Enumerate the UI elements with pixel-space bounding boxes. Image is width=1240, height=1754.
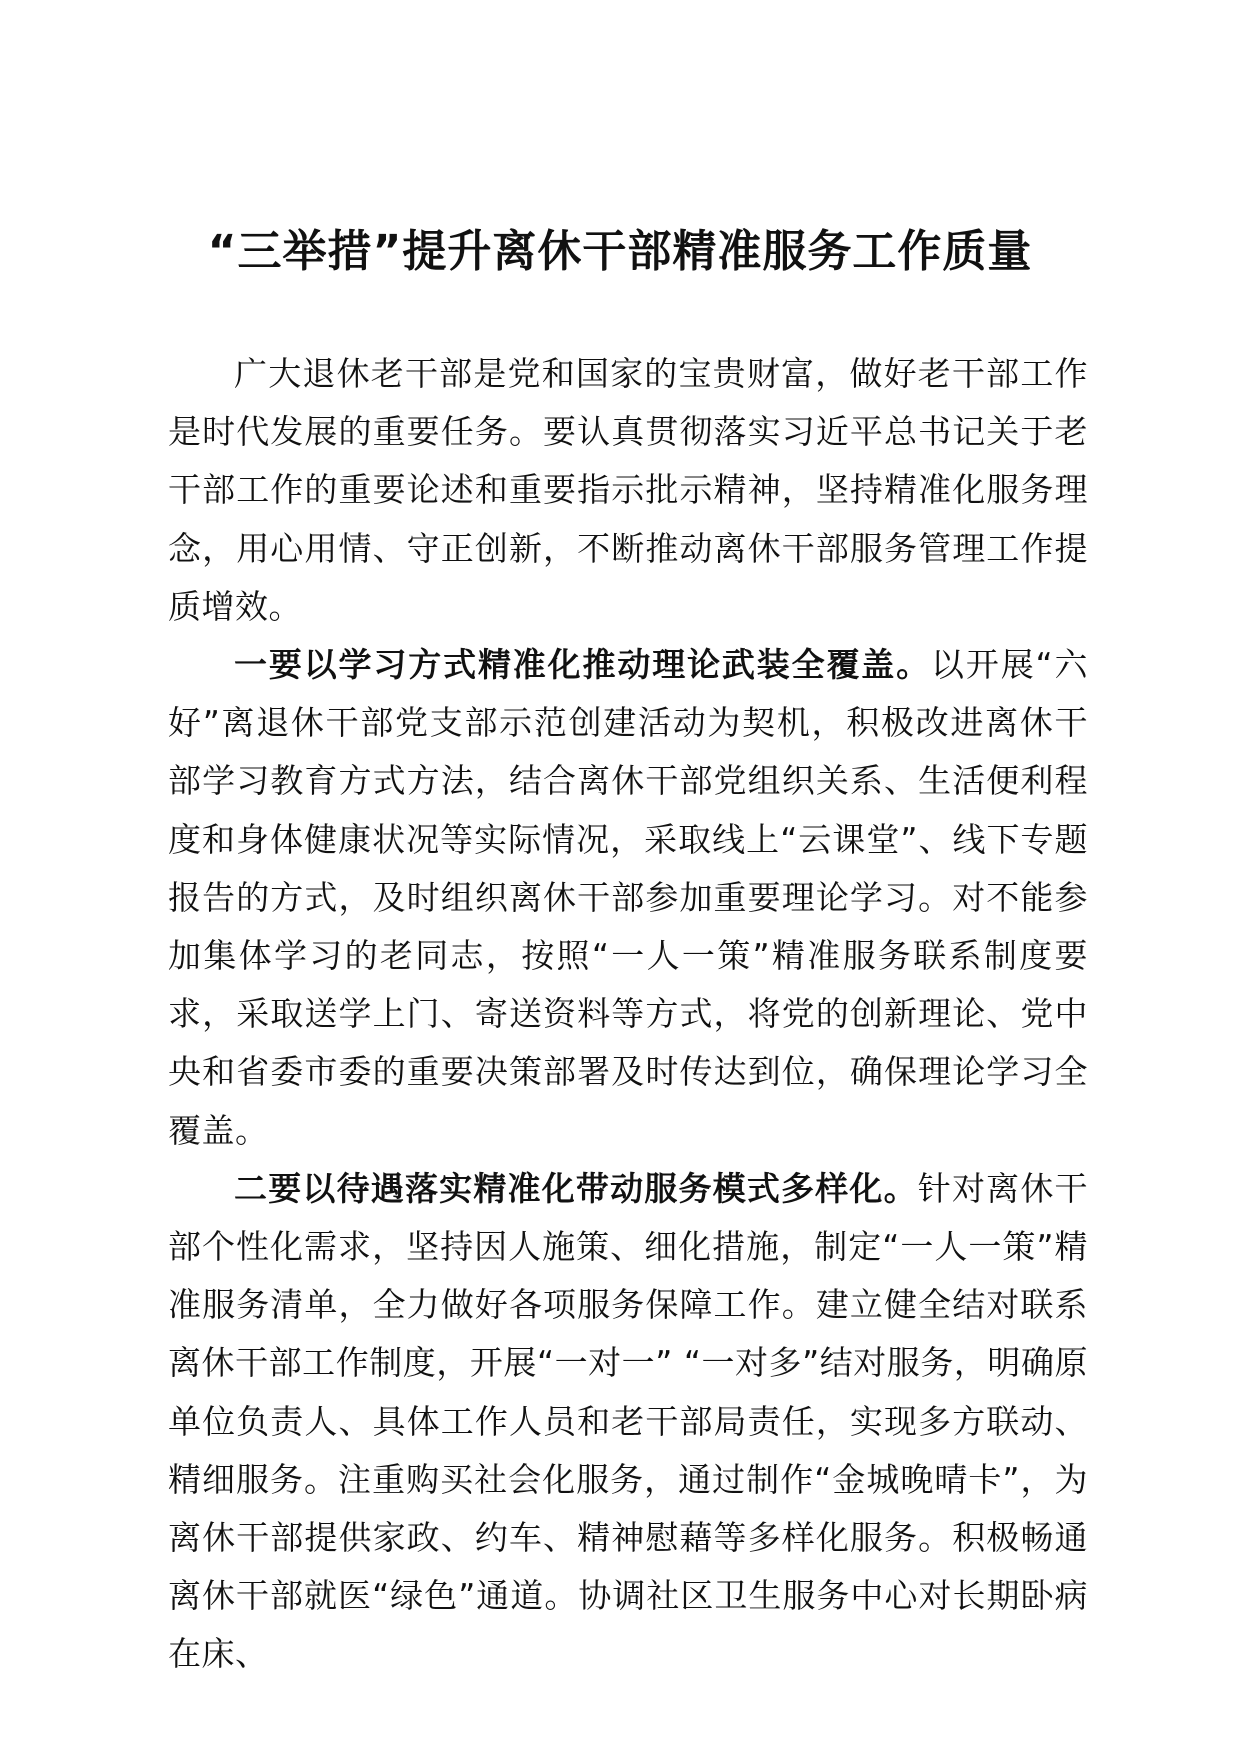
- document-title: “三举措”提升离休干部精准服务工作质量: [207, 226, 1033, 277]
- paragraph-text: 广大退休老干部是党和国家的宝贵财富，做好老干部工作是时代发展的重要任务。要认真贯彻落实习近平总书记关于老干部工作的重要论述和重要指示批示精神，坚持精准化服务理念，用心用情、守正创新，不断推动离休干部服务管理工作提质增效。: [168, 354, 1088, 626]
- document-body: [168, 345, 1088, 1684]
- paragraph-lead: 二要以待遇落实精准化带动服务模式多样化。: [234, 1168, 918, 1208]
- paragraph-text: 针对离休干部个性化需求，坚持因人施策、细化措施，制定“一人一策”精准服务清单，全力做好各项服务保障工作。建立健全结对联系离休干部工作制度，开展“一对一” “一对多”结对服务，明确原单位负责人、具体工作人员和老干部局责任，实现多方联动、精细服务。注重购买社会化服务，通过制作“金城晚晴卡”，为离休干部提供家政、约车、精神慰藉等多样化服务。积极畅通离休干部就医“绿色”通道。协调社区卫生服务中心对长期卧病在床、: [168, 1168, 1088, 1674]
- paragraph-lead: 一要以学习方式精准化推动理论武装全覆盖。: [234, 645, 931, 685]
- paragraph-measure-two: [168, 1160, 1088, 1684]
- paragraph-intro: [168, 345, 1088, 636]
- paragraph-measure-one: [168, 636, 1088, 1160]
- paragraph-text: 以开展“六好”离退休干部党支部示范创建活动为契机，积极改进离休干部学习教育方式方法，结合离休干部党组织关系、生活便利程度和身体健康状况等实际情况，采取线上“云课堂”、线下专题报告的方式，及时组织离休干部参加重要理论学习。对不能参加集体学习的老同志，按照“一人一策”精准服务联系制度要求，采取送学上门、寄送资料等方式，将党的创新理论、党中央和省委市委的重要决策部署及时传达到位，确保理论学习全覆盖。: [168, 645, 1088, 1150]
